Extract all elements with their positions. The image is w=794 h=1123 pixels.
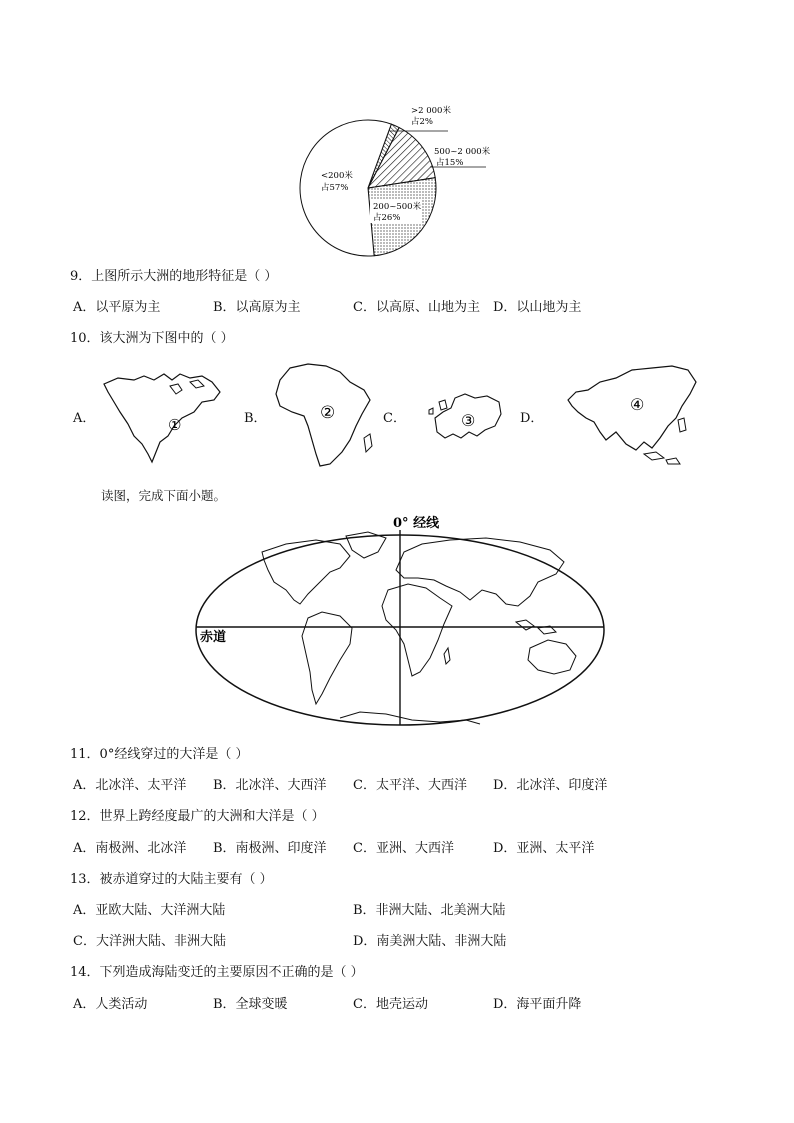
asia-map <box>560 360 700 470</box>
question-9-option-c[interactable]: C．以高原、山地为主 <box>353 300 480 315</box>
label-500-2000: 500~2 000米 <box>434 147 491 157</box>
question-14-option-d[interactable]: D．海平面升降 <box>493 997 582 1012</box>
question-13-stem: 13．被赤道穿过的大陆主要有（ ） <box>70 872 273 887</box>
question-11-option-a[interactable]: A．北冰洋、太平洋 <box>73 778 187 793</box>
question-10-option-a[interactable]: A． <box>73 411 96 426</box>
label-lt200: <200米 <box>321 171 353 181</box>
map-number-4: ④ <box>630 395 645 414</box>
question-11-option-c[interactable]: C．太平洋、大西洋 <box>353 778 467 793</box>
question-9-option-d[interactable]: D．以山地为主 <box>493 300 582 315</box>
pie-chart <box>290 95 520 260</box>
north-america-map <box>98 366 228 466</box>
europe-map <box>425 388 505 448</box>
question-12-stem: 12．世界上跨经度最广的大洲和大洋是（ ） <box>70 809 325 824</box>
question-10-option-d[interactable]: D． <box>520 411 544 426</box>
label-gt2000: >2 000米 <box>411 106 451 116</box>
pie-chart-svg <box>290 95 520 260</box>
africa-map <box>270 360 380 470</box>
question-10-option-c[interactable]: C． <box>383 411 406 426</box>
label-200-500: 200~500米 <box>373 202 422 212</box>
question-11-option-b[interactable]: B．北冰洋、大西洋 <box>213 778 327 793</box>
map-number-1: ① <box>168 416 182 434</box>
question-14-stem: 14．下列造成海陆变迁的主要原因不正确的是（ ） <box>70 965 364 980</box>
question-9-stem: 9．上图所示大洲的地形特征是（ ） <box>70 269 278 284</box>
question-12-option-c[interactable]: C．亚洲、大西洋 <box>353 841 454 856</box>
question-10-option-b[interactable]: B． <box>244 411 267 426</box>
question-13-option-a[interactable]: A．亚欧大陆、大洋洲大陆 <box>73 903 226 918</box>
label-500-2000-pct: 占15% <box>436 158 464 168</box>
question-14-option-b[interactable]: B．全球变暖 <box>213 997 288 1012</box>
question-11-option-d[interactable]: D．北冰洋、印度洋 <box>493 778 608 793</box>
label-200-500-pct: 占26% <box>373 213 401 223</box>
equator-label: 赤道 <box>200 630 227 645</box>
question-12-option-d[interactable]: D．亚洲、太平洋 <box>493 841 595 856</box>
question-12-option-a[interactable]: A．南极洲、北冰洋 <box>73 841 187 856</box>
question-13-option-d[interactable]: D．南美洲大陆、非洲大陆 <box>353 934 507 949</box>
label-gt2000-pct: 占2% <box>411 117 433 127</box>
question-14-option-a[interactable]: A．人类活动 <box>73 997 148 1012</box>
map-number-3: ③ <box>461 411 476 430</box>
label-lt200-pct: 占57% <box>321 183 349 193</box>
reading-instruction: 读图，完成下面小题。 <box>101 488 227 503</box>
question-13-option-b[interactable]: B．非洲大陆、北美洲大陆 <box>353 903 506 918</box>
question-9-option-b[interactable]: B．以高原为主 <box>213 300 301 315</box>
question-10-stem: 10．该大洲为下图中的（ ） <box>70 331 234 346</box>
prime-meridian-label: 0° 经线 <box>393 516 440 531</box>
map-number-2: ② <box>320 403 336 423</box>
question-11-stem: 11．0°经线穿过的大洋是（ ） <box>70 747 249 762</box>
question-9-option-a[interactable]: A．以平原为主 <box>73 300 161 315</box>
question-13-option-c[interactable]: C．大洋洲大陆、非洲大陆 <box>73 934 226 949</box>
world-map <box>190 508 610 730</box>
question-14-option-c[interactable]: C．地壳运动 <box>353 997 428 1012</box>
question-12-option-b[interactable]: B．南极洲、印度洋 <box>213 841 327 856</box>
